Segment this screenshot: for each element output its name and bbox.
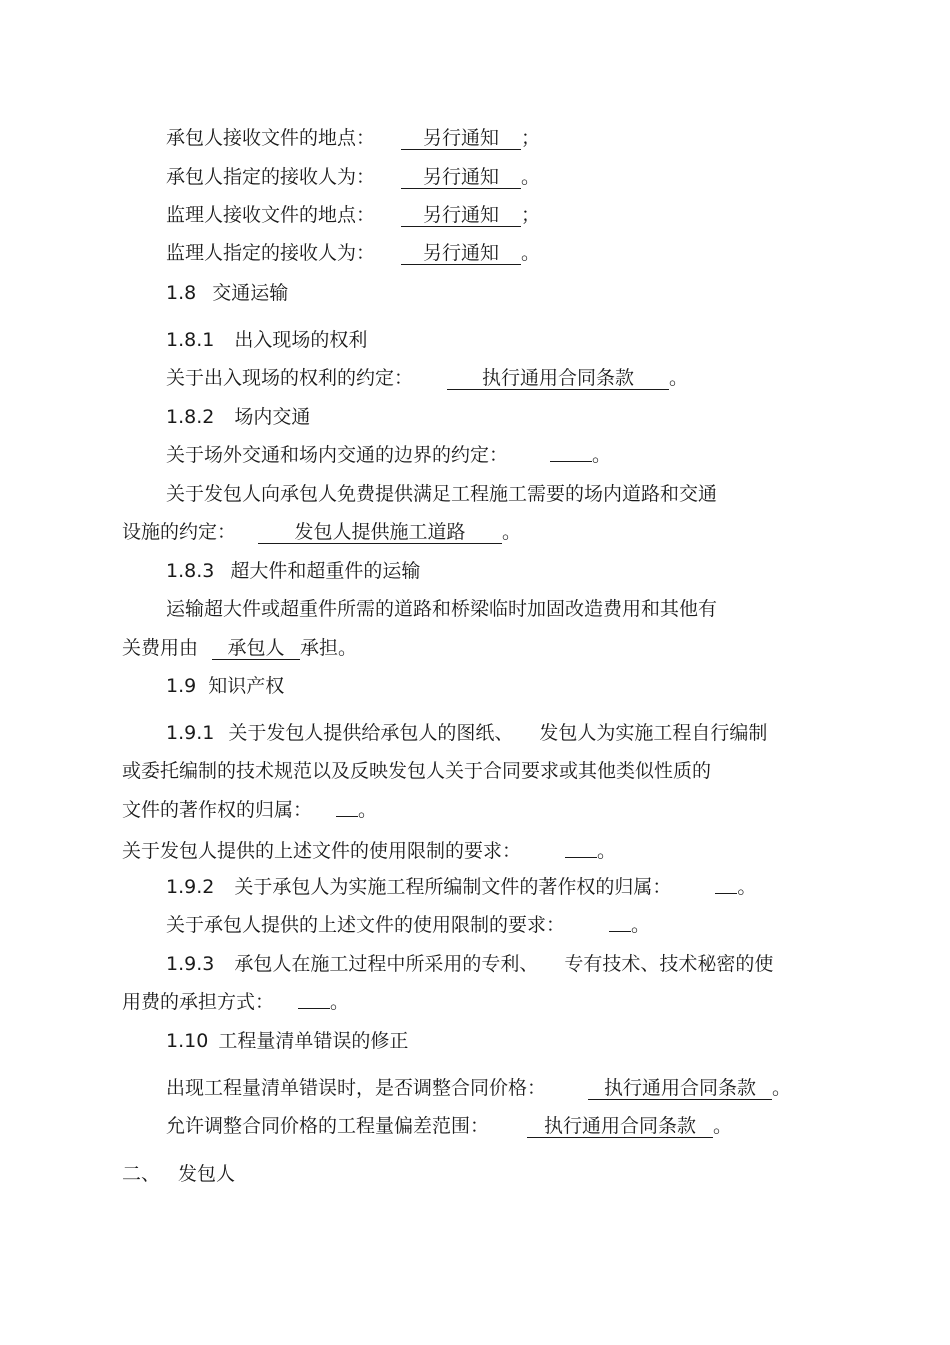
chapter-number: 二、 <box>122 1163 161 1185</box>
paragraph-line: 运输超大件或超重件所需的道路和桥梁临时加固改造费用和其他有 <box>166 598 718 620</box>
section-heading <box>166 281 288 305</box>
clause-label: 关于承包人为实施工程所编制文件的著作权的归属： <box>234 876 672 898</box>
heading-title: 知识产权 <box>208 675 285 697</box>
filled-value: 另行通知 <box>401 205 521 227</box>
clause-label: 监理人接收文件的地点： <box>166 204 376 226</box>
paragraph-line: 关于发包人向承包人免费提供满足工程施工需要的场内道路和交通 <box>166 483 718 505</box>
paragraph-line <box>166 952 773 976</box>
blank-field <box>715 875 737 894</box>
clause-end: 。 <box>737 876 757 898</box>
clause-label: 关于出入现场的权利的约定： <box>166 367 414 389</box>
clause-line <box>166 875 756 899</box>
heading-number: 1.8.1 <box>166 329 215 351</box>
clause-line <box>166 1114 732 1138</box>
clause-text: 专有技术、技术秘密的使 <box>564 953 774 975</box>
clause-end: 。 <box>521 242 541 264</box>
clause-line <box>166 203 540 227</box>
clause-end: 。 <box>358 799 378 821</box>
blank-field <box>565 839 597 858</box>
section-heading <box>166 1029 408 1053</box>
clause-line <box>166 443 611 467</box>
heading-number: 1.10 <box>166 1030 209 1052</box>
clause-end: 。 <box>772 1077 792 1099</box>
clause-label: 设施的约定： <box>122 521 237 543</box>
clause-line <box>166 241 540 265</box>
heading-number: 1.9 <box>166 675 197 697</box>
clause-end: 。 <box>521 166 541 188</box>
heading-title: 出入现场的权利 <box>234 329 368 351</box>
clause-line <box>122 636 357 660</box>
clause-line <box>166 1076 791 1100</box>
clause-end: 。 <box>631 914 651 936</box>
clause-label: 文件的著作权的归属： <box>122 799 313 821</box>
clause-number: 1.9.1 <box>166 722 215 744</box>
clause-line <box>122 990 349 1014</box>
heading-title: 超大件和超重件的运输 <box>230 560 421 582</box>
blank-field <box>336 798 358 817</box>
clause-number: 1.9.3 <box>166 953 215 975</box>
filled-value: 承包人 <box>212 638 300 660</box>
clause-end: 。 <box>502 521 522 543</box>
clause-text: 发包人为实施工程自行编制 <box>539 722 768 744</box>
heading-title: 工程量清单错误的修正 <box>218 1030 409 1052</box>
filled-value: 另行通知 <box>401 128 521 150</box>
filled-value: 执行通用合同条款 <box>527 1116 713 1138</box>
section-heading <box>166 674 284 698</box>
clause-end: ； <box>521 127 541 149</box>
chapter-title: 发包人 <box>178 1163 236 1185</box>
clause-label: 出现工程量清单错误时，是否调整合同价格： <box>166 1077 547 1099</box>
clause-label: 允许调整合同价格的工程量偏差范围： <box>166 1115 490 1137</box>
blank-field <box>298 990 330 1009</box>
section-heading <box>166 328 367 352</box>
clause-line <box>166 126 540 150</box>
heading-number: 1.8.3 <box>166 560 215 582</box>
clause-line <box>122 520 521 544</box>
clause-end: ； <box>521 204 541 226</box>
clause-line <box>166 366 688 390</box>
chapter-heading <box>122 1162 235 1186</box>
clause-label: 用费的承担方式： <box>122 991 275 1013</box>
heading-number: 1.8.2 <box>166 406 215 428</box>
clause-text: 关于发包人提供给承包人的图纸、 <box>228 722 514 744</box>
clause-text: 承包人在施工过程中所采用的专利、 <box>234 953 539 975</box>
heading-title: 场内交通 <box>234 406 311 428</box>
clause-label: 关于发包人提供的上述文件的使用限制的要求： <box>122 840 522 862</box>
paragraph-line <box>166 721 767 745</box>
clause-end: 。 <box>669 367 689 389</box>
clause-line <box>122 798 377 822</box>
filled-value: 另行通知 <box>401 243 521 265</box>
blank-field <box>609 913 631 932</box>
clause-end: 。 <box>592 444 612 466</box>
paragraph-line: 或委托编制的技术规范以及反映发包人关于合同要求或其他类似性质的 <box>122 760 712 782</box>
filled-value: 另行通知 <box>401 167 521 189</box>
clause-label: 关费用由 <box>122 637 199 659</box>
clause-end: 承担。 <box>300 637 358 659</box>
filled-value: 发包人提供施工道路 <box>258 522 502 544</box>
clause-end: 。 <box>713 1115 733 1137</box>
section-heading <box>166 559 420 583</box>
clause-number: 1.9.2 <box>166 876 215 898</box>
heading-number: 1.8 <box>166 282 197 304</box>
clause-label: 承包人接收文件的地点： <box>166 127 376 149</box>
section-heading <box>166 405 310 429</box>
clause-line <box>122 839 616 863</box>
heading-title: 交通运输 <box>212 282 289 304</box>
filled-value: 执行通用合同条款 <box>588 1078 772 1100</box>
filled-value: 执行通用合同条款 <box>447 368 669 390</box>
clause-label: 关于承包人提供的上述文件的使用限制的要求： <box>166 914 566 936</box>
clause-label: 承包人指定的接收人为： <box>166 166 376 188</box>
clause-label: 监理人指定的接收人为： <box>166 242 376 264</box>
clause-end: 。 <box>597 840 617 862</box>
blank-field <box>550 443 592 462</box>
clause-line <box>166 913 650 937</box>
clause-label: 关于场外交通和场内交通的边界的约定： <box>166 444 509 466</box>
clause-line <box>166 165 540 189</box>
clause-end: 。 <box>330 991 350 1013</box>
